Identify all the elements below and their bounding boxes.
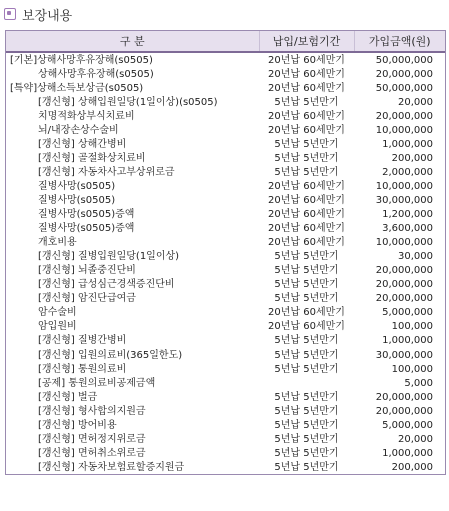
table-row: [6, 334, 445, 348]
table-row: [6, 460, 445, 474]
row-period: 20년납 60세만기: [268, 321, 345, 333]
table-row: [6, 151, 445, 165]
row-name: [갱신형] 자동차사고부상위로금: [38, 166, 175, 178]
row-period: 5년납 5년만기: [274, 279, 339, 291]
table-row: [6, 418, 445, 432]
row-name: 개호비용: [38, 237, 77, 249]
table-row: [6, 362, 445, 376]
table-row: [6, 95, 445, 109]
table-header-row: [6, 31, 445, 52]
table-row: [6, 208, 445, 222]
row-period: 5년납 5년만기: [274, 363, 339, 375]
row-name: [갱신형] 상해간병비: [38, 138, 127, 150]
table-row: [6, 320, 445, 334]
section-title-bar: [4, 4, 72, 24]
row-amount: 20,000,000: [375, 110, 433, 122]
row-period: 20년납 60세만기: [268, 124, 345, 136]
row-period: 20년납 60세만기: [268, 180, 345, 192]
row-amount: 200,000: [391, 152, 433, 164]
row-period: 5년납 5년만기: [274, 335, 339, 347]
row-period: 5년납 5년만기: [274, 96, 339, 108]
row-period: 20년납 60세만기: [268, 223, 345, 235]
coverage-table: [6, 31, 445, 474]
row-name: [기본]상해사망후유장해(s0505): [10, 54, 153, 66]
row-amount: 10,000,000: [375, 124, 433, 136]
row-amount: 10,000,000: [375, 180, 433, 192]
row-amount: 100,000: [391, 321, 433, 333]
row-name: [갱신형] 급성심근경색증진단비: [38, 279, 175, 291]
row-amount: 100,000: [391, 363, 433, 375]
row-amount: 30,000: [398, 251, 433, 263]
table-row: [6, 390, 445, 404]
table-row: [6, 52, 445, 67]
row-amount: 1,200,000: [382, 209, 433, 221]
row-name: 뇌/내장손상수술비: [38, 124, 119, 136]
row-name: [갱신형] 벌금: [38, 391, 98, 403]
coverage-table-container: [5, 30, 446, 475]
row-name: [갱신형] 형사합의지원금: [38, 405, 146, 417]
row-amount: 200,000: [391, 461, 433, 473]
table-row: [6, 278, 445, 292]
table-body: [6, 52, 445, 474]
row-name: [갱신형] 면허정지위로금: [38, 433, 146, 445]
row-amount: 20,000,000: [375, 265, 433, 277]
row-amount: 20,000,000: [375, 293, 433, 305]
row-name: [갱신형] 입원의료비(365일한도): [38, 349, 183, 361]
table-row: [6, 250, 445, 264]
row-amount: 5,000,000: [382, 307, 433, 319]
row-amount: 50,000,000: [375, 54, 433, 66]
row-name: [갱신형] 질병간병비: [38, 335, 127, 347]
row-period: 5년납 5년만기: [274, 293, 339, 305]
row-name: [갱신형] 암진단급여금: [38, 293, 136, 305]
row-amount: 20,000: [398, 433, 433, 445]
row-period: 20년납 60세만기: [268, 194, 345, 206]
row-name: [공제] 통원의료비공제금액: [38, 377, 156, 389]
row-name: [갱신형] 골절화상치료비: [38, 152, 146, 164]
row-name: 질병사망(s0505)증액: [38, 223, 135, 235]
row-name: [갱신형] 면허취소위로금: [38, 447, 146, 459]
row-name: 상해사망후유장해(s0505): [38, 68, 154, 80]
row-period: 5년납 5년만기: [274, 152, 339, 164]
row-period: 20년납 60세만기: [268, 237, 345, 249]
row-period: 5년납 5년만기: [274, 391, 339, 403]
table-row: [6, 179, 445, 193]
row-period: [259, 376, 354, 390]
row-period: 5년납 5년만기: [274, 433, 339, 445]
row-period: 20년납 60세만기: [268, 68, 345, 80]
table-row: [6, 193, 445, 207]
row-amount: 20,000: [398, 96, 433, 108]
row-period: 5년납 5년만기: [274, 166, 339, 178]
table-row: [6, 137, 445, 151]
row-name: 치명적화상부식치료비: [38, 110, 135, 122]
table-row: [6, 404, 445, 418]
row-period: 5년납 5년만기: [274, 251, 339, 263]
row-amount: 3,600,000: [382, 223, 433, 235]
header-category: 구 분: [6, 31, 259, 52]
row-amount: 30,000,000: [375, 194, 433, 206]
section-title: 보장내용: [22, 8, 73, 24]
row-period: 5년납 5년만기: [274, 447, 339, 459]
row-name: [갱신형] 방어비용: [38, 419, 117, 431]
row-period: 20년납 60세만기: [268, 110, 345, 122]
row-period: 20년납 60세만기: [268, 82, 345, 94]
row-period: 5년납 5년만기: [274, 138, 339, 150]
table-row: [6, 376, 445, 390]
table-row: [6, 264, 445, 278]
row-name: 질병사망(s0505)증액: [38, 209, 135, 221]
row-period: 20년납 60세만기: [268, 54, 345, 66]
row-name: [갱신형] 통원의료비: [38, 363, 127, 375]
table-row: [6, 236, 445, 250]
row-amount: 20,000,000: [375, 405, 433, 417]
row-amount: 1,000,000: [382, 447, 433, 459]
bullet-box-icon: [4, 8, 16, 20]
table-row: [6, 81, 445, 95]
row-amount: 30,000,000: [375, 349, 433, 361]
row-period: 5년납 5년만기: [274, 461, 339, 473]
table-row: [6, 446, 445, 460]
row-name: 암수술비: [38, 307, 77, 319]
row-period: 5년납 5년만기: [274, 265, 339, 277]
row-period: 20년납 60세만기: [268, 209, 345, 221]
row-name: [갱신형] 질병입원일당(1일이상): [38, 251, 180, 263]
table-row: [6, 432, 445, 446]
table-row: [6, 348, 445, 362]
table-row: [6, 165, 445, 179]
table-row: [6, 109, 445, 123]
row-amount: 5,000,000: [382, 419, 433, 431]
row-amount: 50,000,000: [375, 82, 433, 94]
table-row: [6, 67, 445, 81]
row-amount: 10,000,000: [375, 237, 433, 249]
row-name: [갱신형] 뇌졸중진단비: [38, 265, 136, 277]
row-amount: 20,000,000: [375, 68, 433, 80]
row-amount: 1,000,000: [382, 138, 433, 150]
row-amount: 20,000,000: [375, 391, 433, 403]
row-name: [갱신형] 자동차보험료할증지원금: [38, 461, 185, 473]
header-amount: 가입금액(원): [354, 31, 445, 52]
header-period: 납입/보험기간: [259, 31, 354, 52]
table-row: [6, 292, 445, 306]
row-amount: 1,000,000: [382, 335, 433, 347]
row-name: 질병사망(s0505): [38, 194, 116, 206]
row-period: 20년납 60세만기: [268, 307, 345, 319]
table-row: [6, 222, 445, 236]
row-name: [특약]상해소득보상금(s0505): [10, 82, 144, 94]
row-amount: 2,000,000: [382, 166, 433, 178]
row-amount: 5,000: [404, 377, 433, 389]
row-period: 5년납 5년만기: [274, 405, 339, 417]
row-amount: 20,000,000: [375, 279, 433, 291]
table-row: [6, 123, 445, 137]
row-name: [갱신형] 상해입원일당(1일이상)(s0505): [38, 96, 218, 108]
row-period: 5년납 5년만기: [274, 349, 339, 361]
table-row: [6, 306, 445, 320]
row-name: 암입원비: [38, 321, 77, 333]
row-period: 5년납 5년만기: [274, 419, 339, 431]
row-name: 질병사망(s0505): [38, 180, 116, 192]
